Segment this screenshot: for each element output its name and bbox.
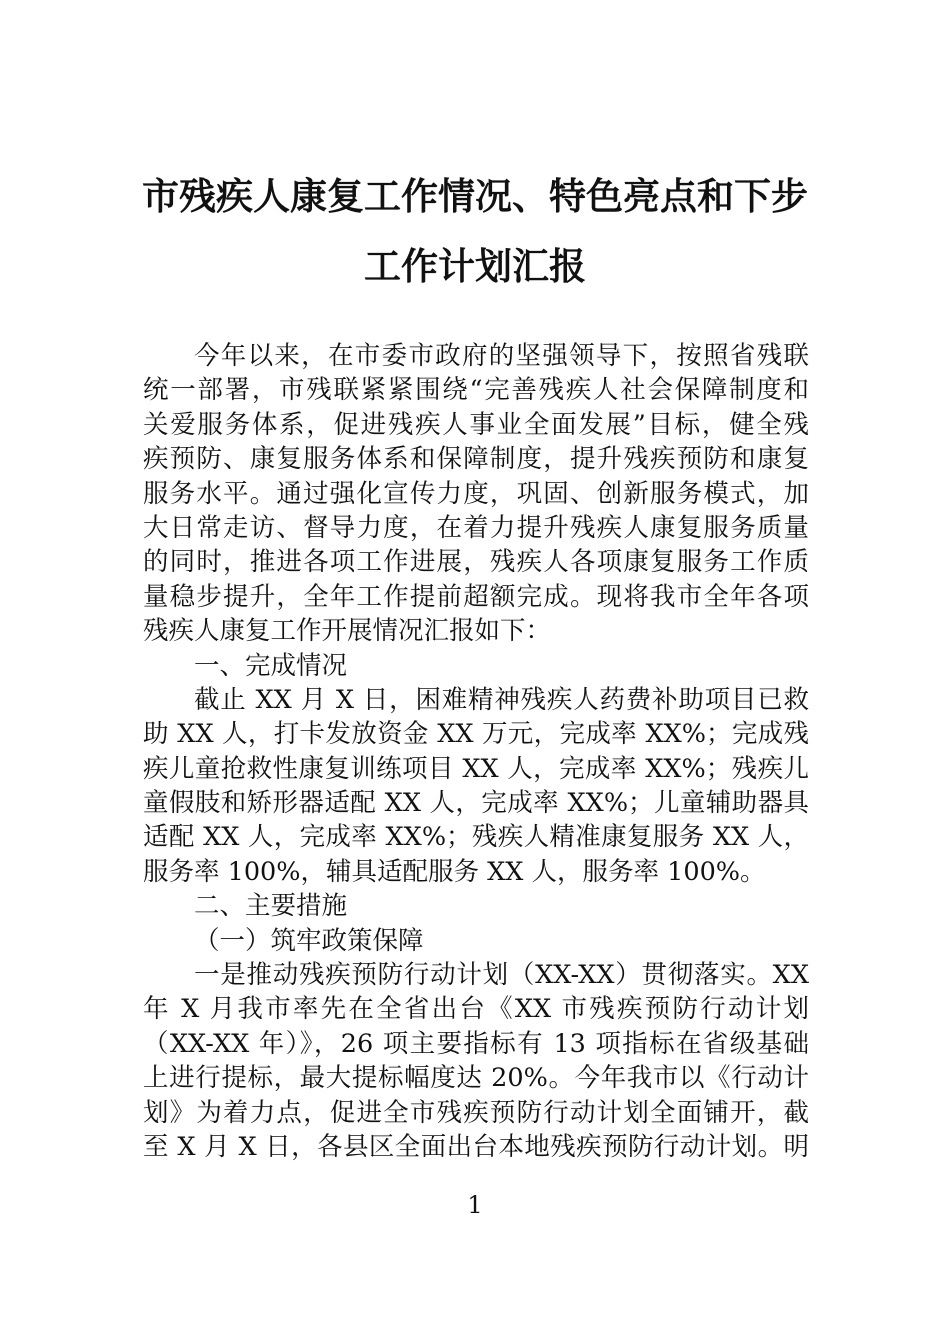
paragraph-line: 服务率 100%，辅具适配服务 XX 人，服务率 100%。 [143,856,766,887]
paragraph-line: 今年以来，在市委市政府的坚强领导下，按照省残联 [194,341,809,371]
section-heading: 一、完成情况 [194,650,348,681]
paragraph-line: 服务水平。通过强化宣传力度，巩固、创新服务模式，加 [143,478,809,509]
document-title-line-2: 工作计划汇报 [364,245,586,288]
paragraph-line: 划》为着力点，促进全市残疾预防行动计划全面铺开，截 [143,1097,809,1128]
paragraph-line: 上进行提标，最大提标幅度达 20%。今年我市以《行动计 [143,1063,809,1094]
paragraph-line: 至 X 月 X 日，各县区全面出台本地残疾预防行动计划。明 [143,1131,809,1162]
paragraph-line: 适配 XX 人，完成率 XX%；残疾人精准康复服务 XX 人， [143,822,809,853]
page-number: 1 [467,1191,483,1219]
paragraph-line: （XX-XX 年）》，26 项主要指标有 13 项指标在省级基础 [143,1028,809,1059]
document-body [143,339,809,1164]
paragraph-line: 年 X 月我市率先在全省出台《XX 市残疾预防行动计划 [143,994,809,1025]
document-title-line-1: 市残疾人康复工作情况、特色亮点和下步 [142,175,808,218]
paragraph-line: 残疾人康复工作开展情况汇报如下： [143,616,552,647]
section-heading: 二、主要措施 [194,891,348,922]
paragraph-line: 疾儿童抢救性康复训练项目 XX 人，完成率 XX%；残疾儿 [143,753,809,784]
paragraph-line: 的同时，推进各项工作进展，残疾人各项康复服务工作质 [143,547,809,578]
paragraph-line: 疾预防、康复服务体系和保障制度，提升残疾预防和康复 [143,444,809,475]
paragraph-line: 截止 XX 月 X 日，困难精神残疾人药费补助项目已救 [194,684,809,715]
paragraph-line: 助 XX 人，打卡发放资金 XX 万元，完成率 XX%；完成残 [143,719,809,750]
paragraph-line: 统一部署，市残联紧紧围绕“完善残疾人社会保障制度和 [143,375,809,406]
paragraph-line: 童假肢和矫形器适配 XX 人，完成率 XX%；儿童辅助器具 [143,788,809,819]
paragraph-line: 一是推动残疾预防行动计划（XX-XX）贯彻落实。XX [194,960,809,991]
paragraph-line: 大日常走访、督导力度，在着力提升残疾人康复服务质量 [143,512,809,543]
subsection-heading: （一）筑牢政策保障 [194,925,424,956]
paragraph-line: 量稳步提升，全年工作提前超额完成。现将我市全年各项 [143,581,809,612]
paragraph-line: 关爱服务体系，促进残疾人事业全面发展”目标，健全残 [143,409,809,440]
